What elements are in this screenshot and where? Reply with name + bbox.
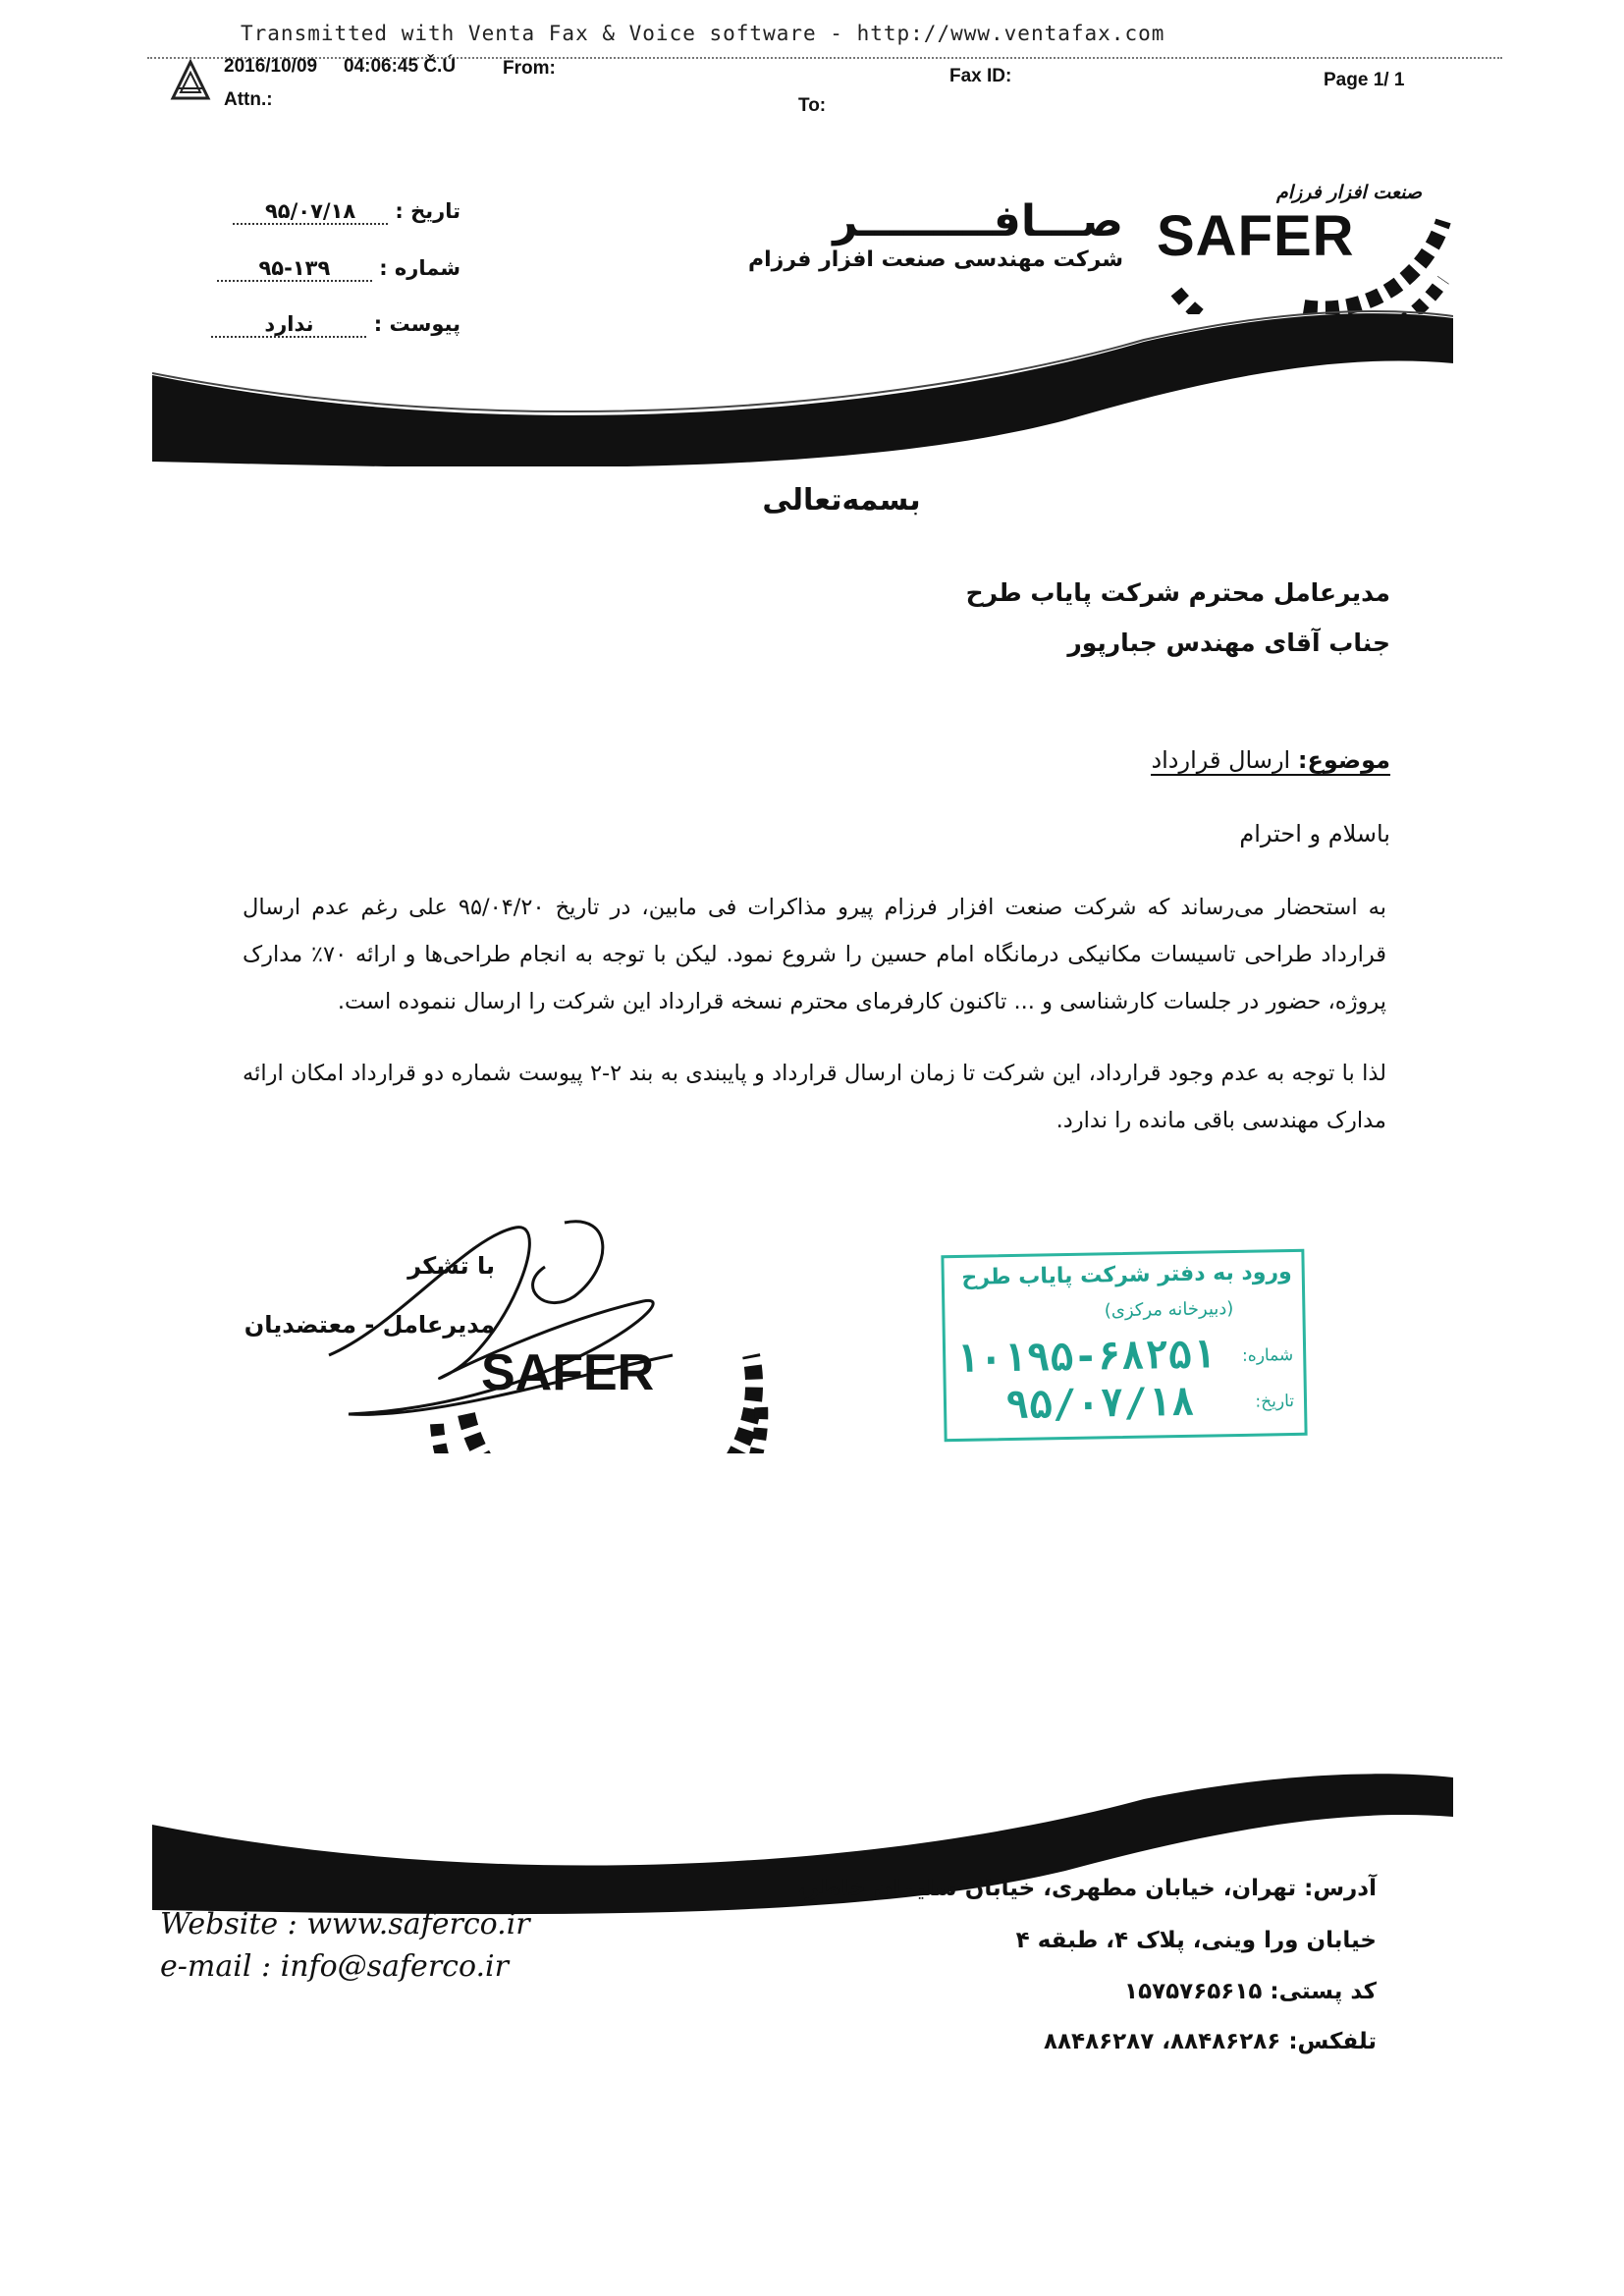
fax-time: 04:06:45 Č.Ú [344,56,457,77]
signatory-name: مدیرعامل - معتضدیان [244,1311,495,1339]
svg-text:SAFER: SAFER [481,1344,655,1401]
letter-number-label: شماره : [379,256,460,280]
letter-date-row [233,199,460,225]
subject-line [1151,746,1390,776]
letter-attachment-value: ندارد [211,312,366,338]
company-seal-signature [319,1208,771,1453]
recipient-title: مدیرعامل محترم شرکت پایاب طرح [965,578,1390,607]
brand-name-fa: صـــافـــــــــر [833,196,1123,246]
subject-label: موضوع: [1297,746,1390,774]
logo-wordmark: SAFER [1157,204,1355,268]
letter-date-label: تاریخ : [395,199,460,223]
letter-number-row [217,256,460,282]
body-paragraph-2: لذا با توجه به عدم وجود قرارداد، این شرکت تا زمان ارسال قرارداد و پایبندی به بند ۲-۲ پیوست شماره دو قرارداد امکان ارائه مدارک مهندسی باقی مانده را ندارد. [243,1061,1386,1133]
letter-attachment-label: پیوست : [373,312,460,336]
stamp-subtitle: (دبیرخانه مرکزی) [1104,1298,1234,1322]
company-logo [1157,182,1451,314]
greeting: باسلام و احترام [1239,820,1390,847]
footer-address-line-2: خیابان ورا وینی، پلاک ۴، طبقه ۴ [1015,1928,1377,1953]
received-stamp [941,1249,1307,1442]
stamp-date-value: ۹۵/۰۷/۱۸ [1004,1379,1196,1429]
closing-thanks: با تشکر [407,1252,495,1280]
stamp-number-value: ۱۰۱۹۵-۶۸۲۵۱ [954,1332,1217,1382]
fax-logo-icon [169,59,212,102]
stamp-number-label: شماره: [1241,1344,1294,1366]
footer-website: Website : www.saferco.ir [160,1907,530,1941]
logo-tagline: صنعت افزار فرزام [1275,182,1422,203]
body-paragraph-1: به استحضار می‌رساند که شرکت صنعت افزار فرزام پیرو مذاکرات فی مابین، در تاریخ ۹۵/۰۴/۲۰ علی رغم عدم ارسال قرارداد طراحی تاسیسات مکانیکی درمانگاه امام حسین را شروع نمود. لیکن با توجه به انجام طراحی‌ها و ارائه ۷۰٪ مدارک پروژه، حضور در جلسات کارشناسی و ... تاکنون کارفرمای محترم نسخه قرارداد این شرکت را ارسال ننموده است. [243,895,1386,1014]
fax-from-label: From: [503,58,556,79]
header-swoosh-band [152,304,1453,466]
footer-phone: تلفکس: ۸۸۴۸۶۲۸۶، ۸۸۴۸۶۲۸۷ [1043,2029,1377,2054]
fax-id-label: Fax ID: [949,66,1012,86]
fax-attn-label: Attn.: [224,89,273,110]
basmala-heading: بسمه‌تعالی [762,483,921,518]
footer-postal-code: کد پستی: ۱۵۷۵۷۶۵۶۱۵ [1124,1979,1377,2004]
letter-date-value: ۹۵/۰۷/۱۸ [233,199,388,225]
fax-transmit-line: Transmitted with Venta Fax & Voice software - http://www.ventafax.com [241,22,1165,45]
footer-email: e-mail : info@saferco.ir [160,1949,509,1984]
stamp-date-label: تاریخ: [1255,1391,1295,1412]
company-name-fa: شرکت مهندسی صنعت افزار فرزام [748,247,1123,272]
subject-value: ارسال قرارداد [1151,746,1291,774]
letter-number-value: ۹۵-۱۳۹ [217,256,372,282]
fax-date: 2016/10/09 [224,56,318,77]
stamp-title: ورود به دفتر شرکت پایاب طرح [961,1260,1292,1290]
recipient-name: جناب آقای مهندس جبارپور [1067,629,1390,657]
fax-to-label: To: [798,95,827,116]
footer-address-line-1: آدرس: تهران، خیابان مطهری، خیابان سلیمان خاطر، [796,1876,1377,1901]
fax-page-number: Page 1/ 1 [1324,70,1405,90]
